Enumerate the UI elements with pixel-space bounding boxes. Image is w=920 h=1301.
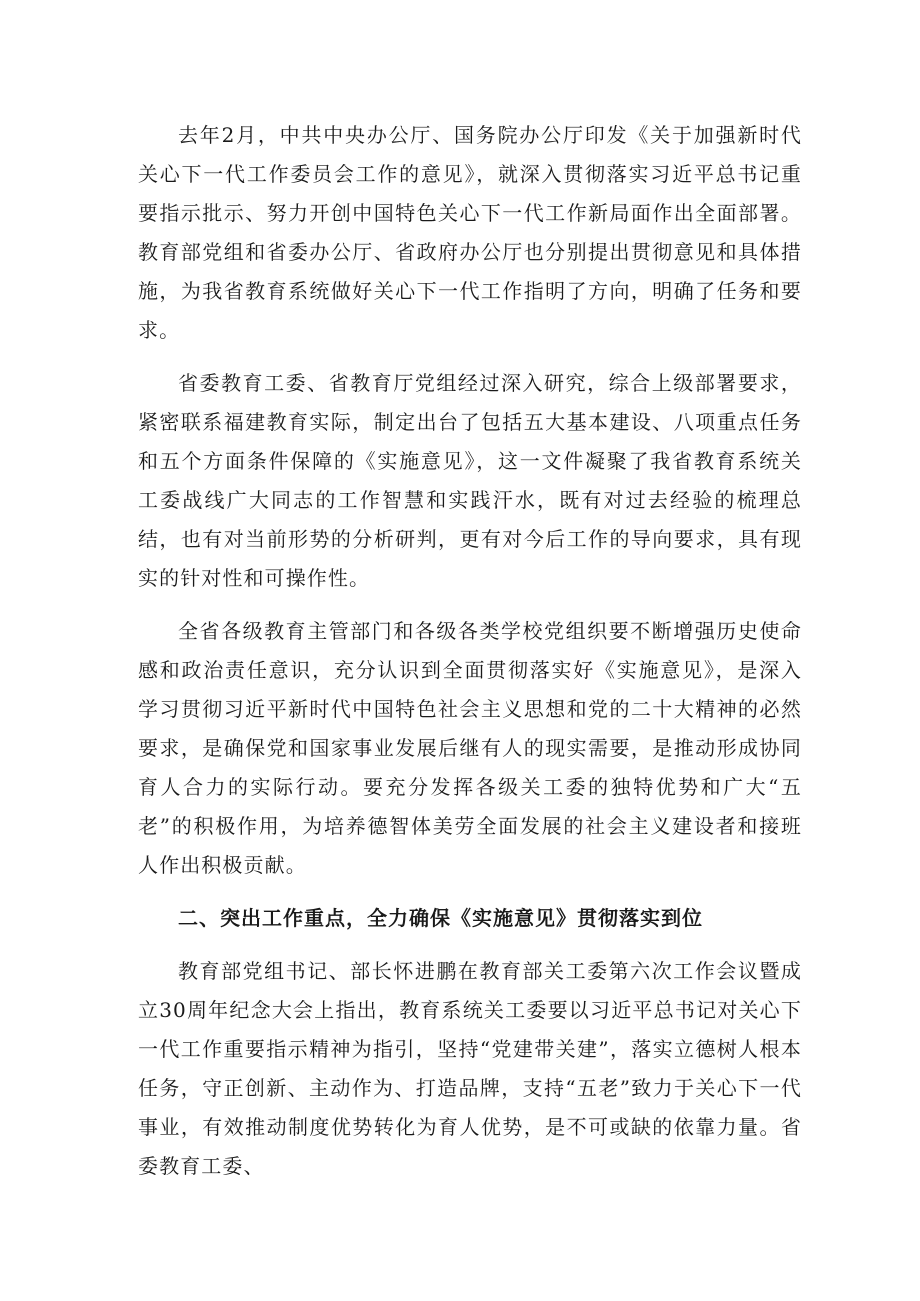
paragraph-4: 教育部党组书记、部长怀进鹏在教育部关工委第六次工作会议暨成立30周年纪念大会上指出，教育系统关工委要以习近平总书记对关心下一代工作重要指示精神为指引，坚持“党建带关建”，落实立德树人根本任务，守正创新、主动作为、打造品牌，支持“五老”致力于关心下一代事业，有效推动制度优势转化为育人优势，是不可或缺的依靠力量。省委教育工委、	[138, 959, 802, 1178]
section-heading: 二、突出工作重点，全力确保《实施意见》贯彻落实到位	[178, 906, 703, 930]
paragraph-1: 去年2月，中共中央办公厅、国务院办公厅印发《关于加强新时代关心下一代工作委员会工作的意见》，就深入贯彻落实习近平总书记重要指示批示、努力开创中国特色关心下一代工作新局面作出全面部署。教育部党组和省委办公厅、省政府办公厅也分别提出贯彻意见和具体措施，为我省教育系统做好关心下一代工作指明了方向，明确了任务和要求。	[138, 123, 802, 342]
paragraph-3: 全省各级教育主管部门和各级各类学校党组织要不断增强历史使命感和政治责任意识，充分认识到全面贯彻落实好《实施意见》，是深入学习贯彻习近平新时代中国特色社会主义思想和党的二十大精神的必然要求，是确保党和国家事业发展后继有人的现实需要，是推动形成协同育人合力的实际行动。要充分发挥各级关工委的独特优势和广大“五老”的积极作用，为培养德智体美劳全面发展的社会主义建设者和接班人作出积极贡献。	[138, 619, 802, 877]
paragraph-2: 省委教育工委、省教育厅党组经过深入研究，综合上级部署要求，紧密联系福建教育实际，制定出台了包括五大基本建设、八项重点任务和五个方面条件保障的《实施意见》，这一文件凝聚了我省教育系统关工委战线广大同志的工作智慧和实践汗水，既有对过去经验的梳理总结，也有对当前形势的分析研判，更有对今后工作的导向要求，具有现实的针对性和可操作性。	[138, 371, 802, 590]
document-body	[138, 116, 802, 1200]
